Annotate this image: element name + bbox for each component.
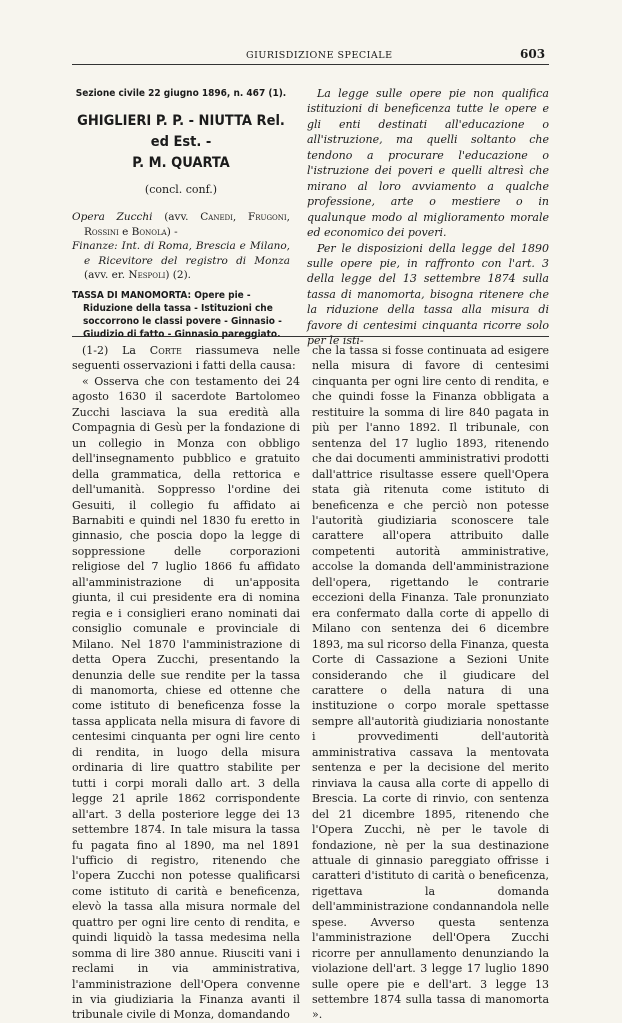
case-heading-column — [72, 86, 290, 342]
conclusions: (concl. conf.) — [144, 183, 218, 197]
massima-text: Opere pie - Riduzione della tassa - Istituzioni che soccorrono le classi povere - Ginnasio - Giudizio di fatto - Ginnasio pareggiato. — [83, 289, 282, 341]
party1-lawyers-a: (avv. — [152, 210, 201, 223]
section-divider-rule — [72, 336, 549, 337]
party1-name: Opera Zucchi — [72, 210, 153, 223]
section-line: Sezione civile 22 giugno 1896, n. 467 (1). — [75, 88, 287, 99]
party1-lawyers-d: Bonola — [131, 225, 167, 238]
body-right-column — [312, 343, 549, 1023]
party1-lawyers-e: ) - — [166, 225, 178, 238]
massima-title: TASSA DI MANOMORTA: — [72, 289, 192, 301]
party2-lawyers-b: Nespoli — [128, 269, 166, 282]
page-number: 603 — [520, 47, 546, 61]
intro-c: riassumeva nelle seguenti osservazioni i fatti della causa: — [72, 344, 301, 373]
maxim-paragraph-1: La legge sulle opere pie non qualifica istituzioni di beneficenza tutte le opere e gli enti destinati all'educazione o all'istruzione, ma quelli soltanto che tendono a procurare l'educazione o l'istruzione dei poveri e quelli altresì che mirano al loro avviamento a qualche professione, arte o mestiere o in qualunque modo al miglioramento morale ed economico dei poveri. — [307, 87, 549, 240]
body-intro — [72, 343, 300, 374]
running-title: GIURISDIZIONE SPECIALE — [246, 50, 393, 61]
party-opera-zucchi — [72, 210, 290, 239]
massima — [72, 289, 290, 342]
party1-lawyers-b: Canedi, Frugoni, Rossini — [84, 210, 290, 238]
party-finanze — [72, 239, 290, 283]
party1-lawyers-c: e — [118, 225, 132, 238]
maxims-column — [307, 86, 549, 349]
parties-line-1: GHIGLIERI P. P. - NIUTTA Rel. ed Est. - — [77, 113, 285, 151]
body-quote-right: che la tassa si fosse continuata ad esigere nella misura di favore di centesimi cinquanta per ogni lire cento di rendita, e che quindi fosse la Finanza obbligata a restituire la somma di lire 840 pagata in più per l'anno 1892. Il tribunale, con sentenza del 17 luglio 1893, ritenendo che dai documenti amministrativi prodotti dall'attrice risultasse essere quell'Opera stata già ritenuta come istituto di beneficenza e che perciò non potesse l'autorità giudiziaria sconoscere tale carattere all'opera attribuito dalle competenti autorità amministrative, accolse la domanda dell'amministrazione dell'opera, rigettando le contrarie eccezioni della Finanza. Tale pronunziato era confermato dalla corte di appello di Milano con sentenza dei 6 dicembre 1893, ma sul ricorso della Finanza, questa Corte di Cassazione a Sezioni Unite considerando che il giudicare del carattere o della natura di una instituzione o corpo morale spettasse sempre all'autorità giudiziaria nonostante i provvedimenti dell'autorità amministrativa cassava la mentovata sentenza e per la decisione del merito rinviava la causa alla corte di appello di Brescia. La corte di rinvio, con sentenza del 21 dicembre 1895, ritenendo che l'Opera Zucchi, nè per le tavole di fondazione, nè per la sua destinazione attuale di ginnasio pareggiato offrisse i caratteri d'istituto di carità o beneficenza, rigettava la domanda dell'amministrazione condannandola nelle spese. Avverso questa sentenza l'amministrazione dell'Opera Zucchi ricorre per annullamento denunziando la violazione dell'art. 3 legge 17 luglio 1890 sulle opere pie e dell'art. 3 legge 13 settembre 1874 sulla tassa di manomorta ». — [312, 344, 549, 1022]
party2-lawyers-a: (avv. er. — [84, 269, 129, 282]
party2-text: Finanze: Int. di Roma, Brescia e Milano, e Ricevitore del registro di Monza — [72, 240, 290, 267]
intro-corte: Corte — [149, 344, 182, 357]
body-quote-left: « Osserva che con testamento dei 24 agosto 1630 il sacerdote Bartolomeo Zucchi lasciava la sua eredità alla Compagnia di Gesù per la fondazione di un collegio in Monza con obbligo dell'insegnamento pubblico e gratuito della grammatica, della rettorica e dell'umanità. Soppresso l'ordine dei Gesuiti, il collegio fu affidato ai Barnabiti e quindi nel 1830 fu eretto in ginnasio, che poscia dopo la legge di soppressione delle corporazioni religiose del 7 luglio 1866 fu affidato all'amministrazione di un'apposita giunta, il cui presidente era di nomina regia e i consiglieri erano nominati dai consiglio comunale e provinciale di Milano. Nel 1870 l'amministrazione di detta Opera Zucchi, presentando la denunzia delle sue rendite per la tassa di manomorta, chiese ed ottenne che come istituto di beneficenza fosse la tassa applicata nella misura di favore di centesimi cinquanta per ogni lire cento di rendita, in luogo della misura ordinaria di lire quattro stabilite per tutti i corpi morali dallo art. 3 della legge 21 aprile 1862 corrispondente all'art. 3 della posteriore legge dei 13 settembre 1874. In tale misura la tassa fu pagata fino al 1890, ma nel 1891 l'ufficio di registro, ritenendo che l'opera Zucchi non potesse qualificarsi come istituto di carità e beneficenza, elevò la tassa alla misura normale del quattro per ogni lire cento di rendita, e quindi liquidò la tassa medesima nella somma di lire 380 annue. Riusciti vani i reclami in via amministrativa, l'amministrazione dell'Opera convenne in via giudiziaria la Finanza avanti il tribunale civile di Monza, domandando — [72, 374, 300, 1022]
maxim-paragraph-2: Per le disposizioni della legge del 1890 sulle opere pie, in raffronto con l'art. 3 della legge del 13 settembre 1874 sulla tassa di manomorta, bisogna ritenere che la riduzione della tassa alla misura di favore di centesimi cinquanta ricorre solo per le isti- — [307, 241, 549, 348]
body-left-column — [72, 343, 300, 1023]
header-rule — [72, 64, 549, 65]
page-header — [0, 0, 622, 64]
parties-heading — [72, 111, 290, 174]
party2-lawyers-c: ) (2). — [165, 269, 192, 282]
parties-line-2: P. M. QUARTA — [132, 155, 230, 172]
intro-a: (1-2) La — [82, 344, 150, 357]
